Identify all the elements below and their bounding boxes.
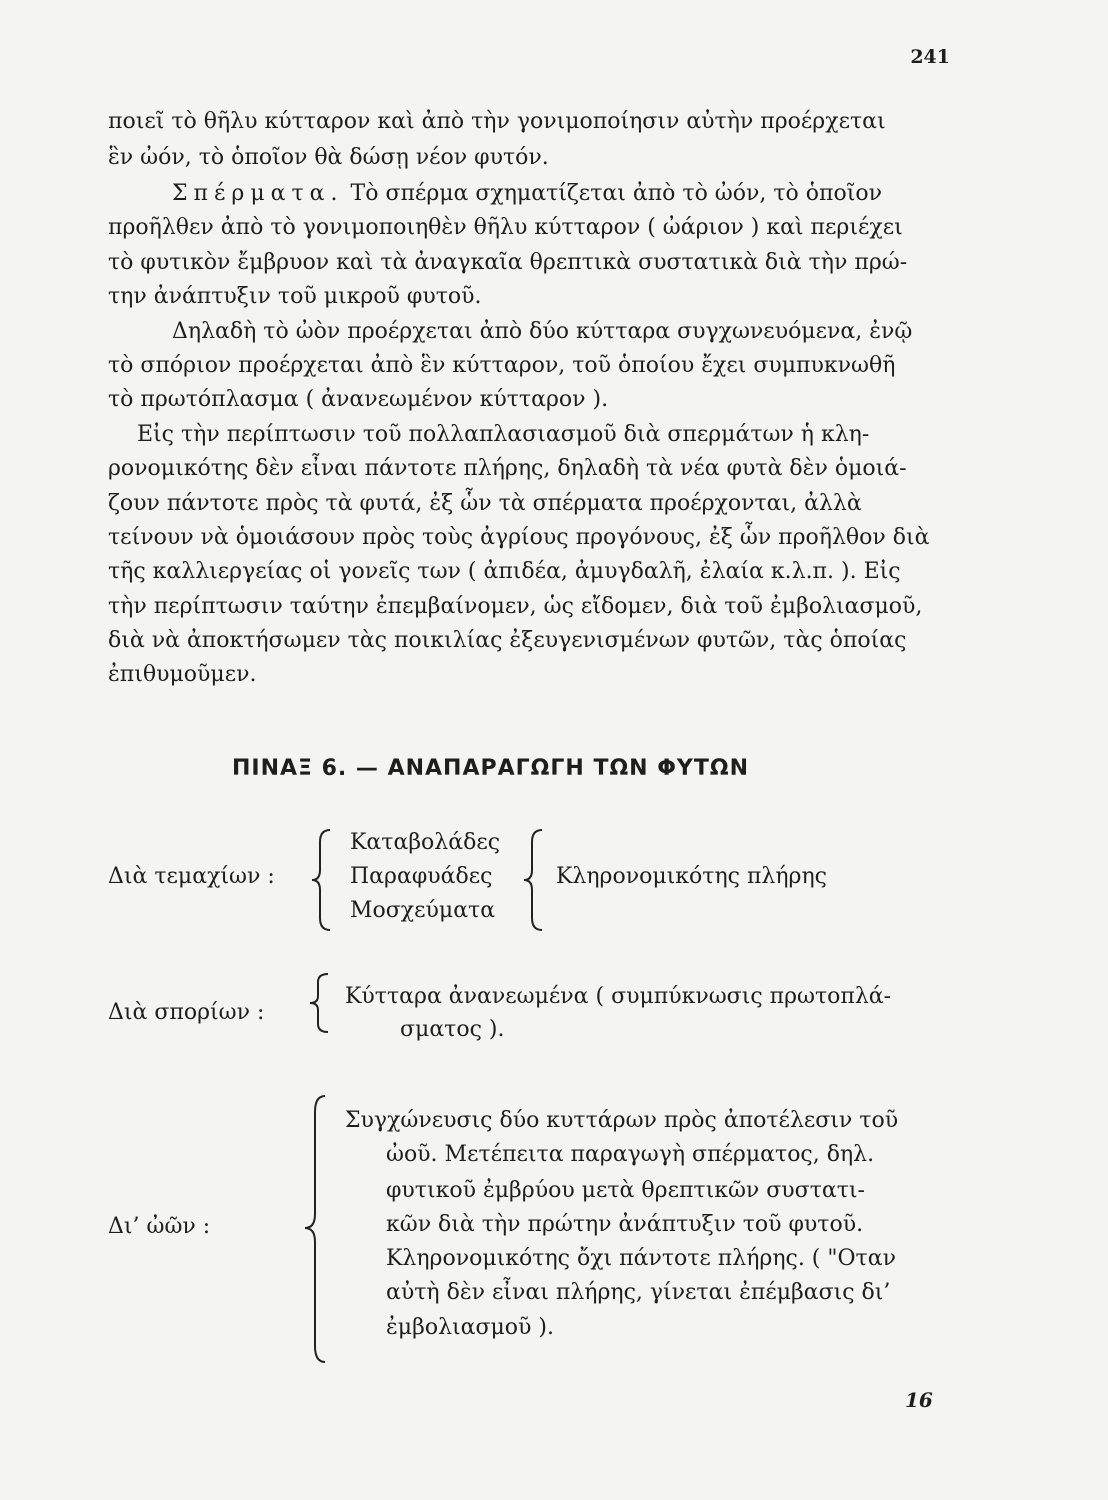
pieces-brace-icon	[310, 828, 334, 932]
paragraph-line: Εἰς τὴν περίπτωσιν τοῦ πολλαπλασιασμοῦ διὰ σπερμάτων ἡ κλη-	[137, 422, 870, 447]
page-number: 241	[910, 46, 950, 68]
spores-brace-icon	[308, 972, 332, 1034]
paragraph-line: τῆς καλλιεργείας οἱ γονεῖς των ( ἀπιδέα, ἀμυγδαλῆ, ἐλαία κ.λ.π. ). Εἰς	[108, 559, 901, 584]
paragraph-line: τὸ φυτικὸν ἔμβρυον καὶ τὰ ἀναγκαῖα θρεπτικὰ συστατικὰ διὰ τὴν πρώ-	[108, 250, 908, 275]
paragraph-line-rest: Τὸ σπέρμα σχηματίζεται ἀπὸ τὸ ὠόν, τὸ ὁποῖον	[350, 181, 882, 206]
pieces-label: Διὰ τεμαχίων :	[108, 864, 275, 889]
signature-mark: 16	[905, 1388, 933, 1412]
paragraph-line: ποιεῖ τὸ θῆλυ κύτταρον καὶ ἀπὸ τὴν γονιμοποίησιν αὐτὴν προέρχεται	[108, 109, 886, 134]
paragraph-line: ἐπιθυμοῦμεν.	[108, 662, 257, 687]
pieces-item: Καταβολάδες	[350, 830, 501, 855]
paragraph-line: τὴν περίπτωσιν ταύτην ἐπεμβαίνομεν, ὡς εἴδομεν, διὰ τοῦ ἐμβολιασμοῦ,	[108, 594, 923, 619]
paragraph-line: Δηλαδὴ τὸ ὠὸν προέρχεται ἀπὸ δύο κύτταρα συγχωνευόμενα, ἐνῷ	[172, 319, 913, 344]
paragraph-line: προῆλθεν ἀπὸ τὸ γονιμοποιηθὲν θῆλυ κύτταρον ( ὠάριον ) καὶ περιέχει	[108, 215, 903, 240]
paragraph-line: ρονομικότης δὲν εἶναι πάντοτε πλήρης, δηλαδὴ τὰ νέα φυτὰ δὲν ὁμοιά-	[108, 456, 907, 481]
paragraph-line: διὰ νὰ ἀποκτήσωμεν τὰς ποικιλίας ἐξευγενισμένων φυτῶν, τὰς ὁποίας	[108, 628, 907, 653]
spores-line: Κύτταρα ἀνανεωμένα ( συμπύκνωσις πρωτοπλά-	[345, 984, 892, 1009]
eggs-line: Συγχώνευσις δύο κυττάρων πρὸς ἀποτέλεσιν τοῦ	[345, 1108, 899, 1133]
pieces-result-brace-icon	[522, 828, 546, 932]
paragraph-line: τὸ σπόριον προέρχεται ἀπὸ ἓν κύτταρον, τοῦ ὁποίου ἔχει συμπυκνωθῆ	[108, 353, 896, 378]
eggs-line: ὠοῦ. Μετέπειτα παραγωγὴ σπέρματος, δηλ.	[386, 1142, 875, 1167]
eggs-label: Δι’ ὠῶν :	[108, 1214, 211, 1239]
pieces-item: Παραφυάδες	[350, 864, 493, 889]
paragraph-line: ἓν ὠόν, τὸ ὁποῖον θὰ δώσῃ νέον φυτόν.	[108, 145, 549, 170]
pieces-result: Κληρονομικότης πλήρης	[556, 864, 827, 889]
pieces-item: Μοσχεύματα	[350, 898, 496, 923]
eggs-line: Κληρονομικότης ὄχι πάντοτε πλήρης. ( "Οταν	[386, 1246, 896, 1271]
spaced-term: Σπέρματα.	[172, 181, 344, 206]
paragraph-line: τὸ πρωτόπλασμα ( ἀνανεωμένον κύτταρον ).	[108, 387, 609, 412]
paragraph-line: τείνουν νὰ ὁμοιάσουν πρὸς τοὺς ἀγρίους προγόνους, ἐξ ὧν προῆλθον διὰ	[108, 525, 930, 550]
table-heading: ΠΙΝΑΞ 6. — ΑΝΑΠΑΡΑΓΩΓΗ ΤΩΝ ΦΥΤΩΝ	[232, 756, 749, 781]
eggs-line: αὐτὴ δὲν εἶναι πλήρης, γίνεται ἐπέμβασις δι’	[386, 1280, 891, 1305]
paragraph-line: ζουν πάντοτε πρὸς τὰ φυτά, ἐξ ὧν τὰ σπέρματα προέρχονται, ἀλλὰ	[108, 491, 862, 516]
eggs-line: κῶν διὰ τὴν πρώτην ἀνάπτυξιν τοῦ φυτοῦ.	[386, 1212, 864, 1237]
eggs-brace-icon	[303, 1094, 329, 1364]
paragraph-line: την ἀνάπτυξιν τοῦ μικροῦ φυτοῦ.	[108, 284, 482, 309]
eggs-line: ἐμβολιασμοῦ ).	[386, 1315, 554, 1340]
spores-label: Διὰ σπορίων :	[108, 1000, 265, 1025]
spores-line: σματος ).	[400, 1017, 505, 1042]
eggs-line: φυτικοῦ ἐμβρύου μετὰ θρεπτικῶν συστατι-	[386, 1178, 865, 1203]
paragraph-line	[172, 180, 882, 208]
